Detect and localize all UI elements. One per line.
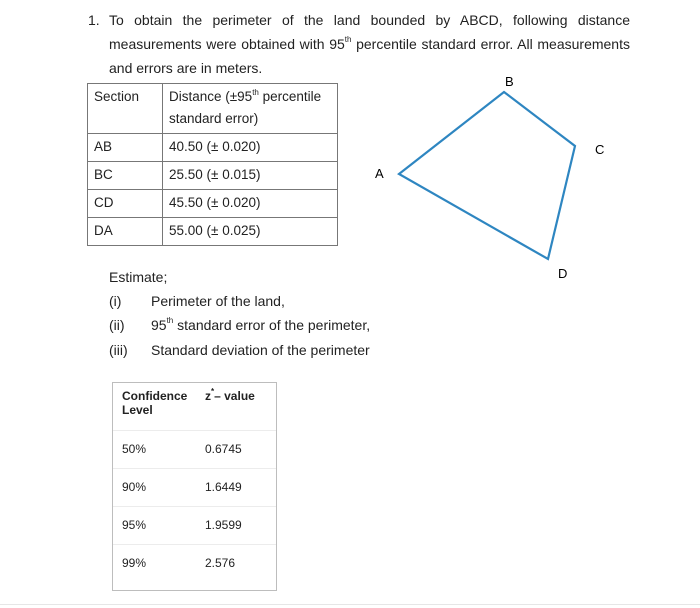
point-label-d: D (558, 266, 568, 281)
z-header-confidence-line2: Level (122, 403, 153, 417)
z-header-value-pre: z (205, 389, 211, 403)
question-line-2-post: percentile standard error. All measurements (351, 36, 630, 52)
estimate-item-text-post: standard error of the perimeter, (173, 317, 371, 333)
z-value-table (112, 382, 277, 591)
estimate-item-text (151, 315, 370, 335)
land-diagram (360, 70, 640, 290)
z-header-value-sup: * (211, 387, 215, 396)
measurements-header-row (88, 84, 338, 134)
question-line-2 (109, 34, 630, 54)
estimate-item-text-pre: 95 (151, 317, 167, 333)
section-cell: DA (88, 218, 163, 246)
z-header-value (205, 389, 255, 403)
estimate-item-text (151, 340, 370, 360)
estimate-item-number: (iii) (109, 342, 128, 358)
z-value-cell: 2.576 (205, 556, 236, 570)
question-line-3: and errors are in meters. (109, 60, 263, 76)
z-value-cell: 0.6745 (205, 442, 242, 456)
confidence-level-cell: 50% (122, 442, 147, 456)
estimate-item-number: (ii) (109, 317, 125, 333)
z-header-confidence-line1: Confidence (122, 389, 188, 403)
question-line-1: To obtain the perimeter of the land bounded by ABCD, following distance (109, 12, 630, 28)
estimate-item-number: (i) (109, 293, 122, 309)
confidence-level-cell: 95% (122, 518, 147, 532)
distance-cell: 45.50 (± 0.020) (163, 190, 338, 218)
z-header-confidence (122, 389, 187, 417)
distance-cell: 40.50 (± 0.020) (163, 134, 338, 162)
distance-cell: 55.00 (± 0.025) (163, 218, 338, 246)
question-line-2-sup: th (344, 35, 352, 45)
table-row (88, 162, 338, 190)
section-cell: BC (88, 162, 163, 190)
section-cell: AB (88, 134, 163, 162)
table-row (88, 190, 338, 218)
header-distance-pre: Distance (±95 (169, 89, 253, 104)
z-header-value-post: – value (214, 389, 255, 403)
estimate-item-text (151, 291, 285, 311)
confidence-level-cell: 90% (122, 480, 147, 494)
table-row (113, 430, 276, 467)
question-number: 1. (88, 12, 100, 28)
estimate-item-text-pre: Standard deviation of the perimeter (151, 342, 370, 358)
table-row (88, 218, 338, 246)
land-boundary-polygon (399, 92, 575, 259)
table-row (113, 544, 276, 581)
distance-cell: 25.50 (± 0.015) (163, 162, 338, 190)
point-label-c: C (595, 142, 605, 157)
point-label-b: B (505, 74, 514, 89)
table-row (88, 134, 338, 162)
estimate-item-text-sup: th (166, 316, 174, 326)
table-row (113, 506, 276, 543)
header-section: Section (88, 84, 163, 134)
question-line-2-pre: measurements were obtained with 95 (109, 36, 345, 52)
header-distance-sup: th (252, 87, 259, 97)
header-distance (163, 84, 338, 134)
measurements-table (87, 83, 338, 246)
point-label-a: A (375, 166, 384, 181)
confidence-level-cell: 99% (122, 556, 147, 570)
header-distance-post: percentile (258, 89, 322, 104)
section-cell: CD (88, 190, 163, 218)
estimate-item-text-pre: Perimeter of the land, (151, 293, 285, 309)
table-row (113, 468, 276, 505)
z-value-cell: 1.9599 (205, 518, 242, 532)
header-distance-line2: standard error) (169, 111, 259, 126)
estimate-title: Estimate; (109, 269, 168, 285)
z-value-cell: 1.6449 (205, 480, 242, 494)
